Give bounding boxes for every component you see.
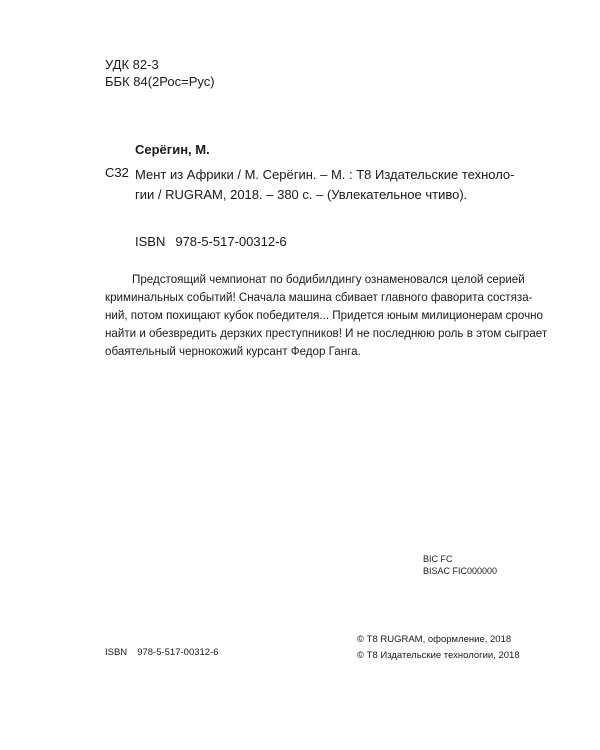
copyright-line: © Т8 RUGRAM, оформление, 2018	[357, 634, 512, 645]
isbn-number: 978-5-517-00312-6	[175, 234, 287, 249]
annotation-line: ний, потом похищают кубок победителя... Придется юным милиционерам срочно	[105, 309, 543, 322]
annotation	[105, 271, 548, 361]
bisac-code: BISAC FIC000000	[423, 566, 498, 576]
isbn-label: ISBN	[105, 647, 128, 658]
annotation-line: найти и обезвредить дерзких преступников! И не последнюю роль в этом сыграет	[105, 327, 548, 340]
copyright-block	[357, 632, 520, 664]
bibliographic-line: Мент из Африки / М. Серёгин. – М. : Т8 Издательские техноло-	[135, 167, 515, 182]
annotation-line: криминальных событий! Сначала машина сбивает главного фаворита состяза-	[105, 291, 533, 304]
copyright-line: © Т8 Издательские технологии, 2018	[357, 650, 520, 661]
udk-code: УДК 82-3	[105, 57, 159, 72]
bbk-code: ББК 84(2Рос=Рус)	[105, 74, 215, 89]
isbn-number: 978-5-517-00312-6	[137, 647, 219, 658]
annotation-line: Предстоящий чемпионат по бодибилдингу ознаменовался целой серией	[132, 273, 525, 286]
classification-block	[105, 56, 215, 90]
author-heading: Серёгин, М.	[135, 142, 210, 157]
bibliographic-description	[135, 165, 515, 205]
isbn-label: ISBN	[135, 234, 166, 249]
bibliographic-line: гии / RUGRAM, 2018. – 380 с. – (Увлекательное чтиво).	[135, 187, 468, 202]
isbn-footer	[105, 647, 219, 658]
isbn-main	[135, 234, 287, 249]
annotation-line: обаятельный чернокожий курсант Федор Ганга.	[105, 345, 361, 358]
author-code: С32	[105, 165, 129, 180]
subject-codes	[423, 553, 497, 577]
bic-code: BIC FC	[423, 554, 453, 564]
